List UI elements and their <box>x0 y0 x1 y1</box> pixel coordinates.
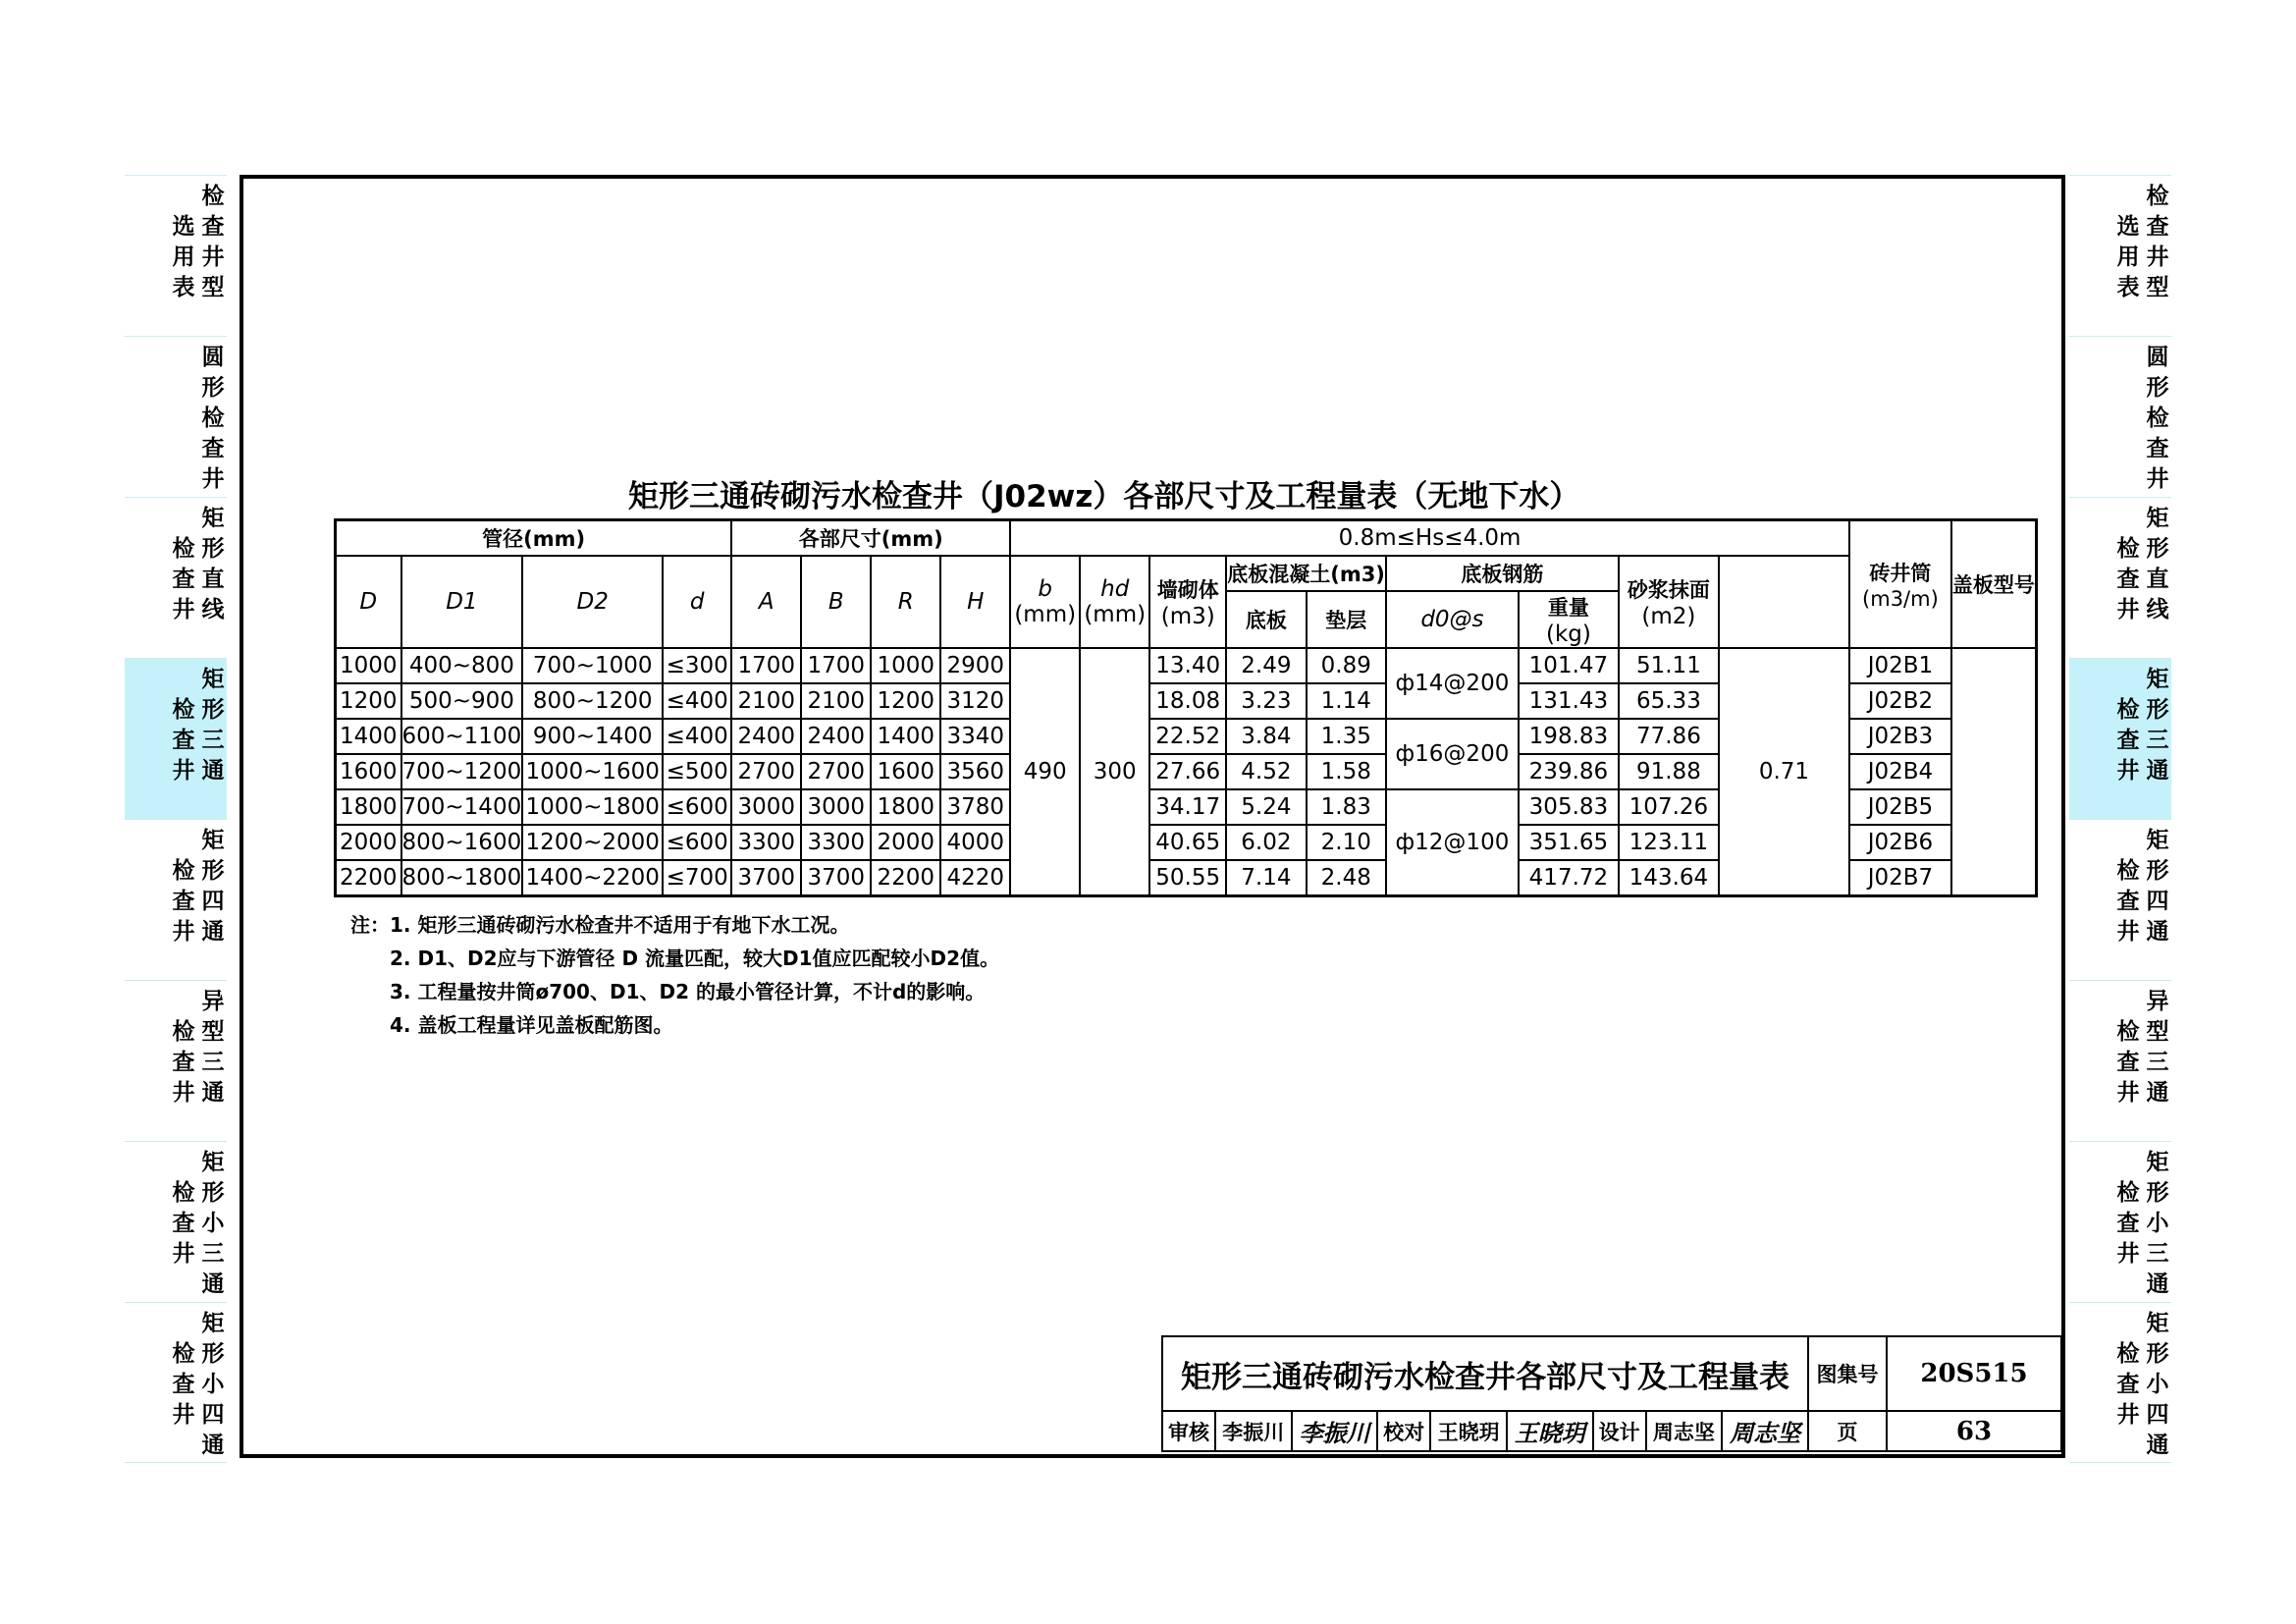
table-title: 矩形三通砖砌污水检查井（J02wz）各部尺寸及工程量表（无地下水） <box>628 479 1580 514</box>
cell-wall: 22.52 <box>1149 719 1226 754</box>
reviewer-name: 李振川 <box>1215 1411 1292 1451</box>
cell-D2: 1400~2200 <box>522 860 663 896</box>
atlas-label: 图集号 <box>1808 1336 1887 1411</box>
col-weight: 重量 (kg) <box>1519 591 1619 648</box>
cell-wall: 18.08 <box>1149 683 1226 719</box>
col-B: B <box>801 556 871 648</box>
cell-D2: 900~1400 <box>522 719 663 754</box>
side-tab-label: 矩 形 三 通 <box>201 667 225 784</box>
cell-rebar-spec: ф16@200 <box>1386 719 1519 789</box>
cell-plaster: 107.26 <box>1619 789 1719 825</box>
side-tab[interactable] <box>125 1302 227 1463</box>
note-item: 2. D1、D2应与下游管径 D 流量匹配，较大D1值应匹配较小D2值。 <box>390 947 1000 970</box>
cell-d: ≤700 <box>663 860 731 896</box>
side-tab[interactable] <box>2069 1302 2171 1463</box>
cell-R: 1000 <box>871 648 940 683</box>
title-block <box>1161 1335 2062 1452</box>
col-D1: D1 <box>401 556 523 648</box>
side-tab-label: 检 查 井 <box>172 1341 195 1428</box>
cell-cover: J02B5 <box>1849 789 1951 825</box>
col-b: b (mm) <box>1010 556 1080 648</box>
side-tab-label: 检 查 井 型 <box>2146 184 2169 300</box>
side-tab-label: 检 查 井 <box>172 858 195 945</box>
cell-hd-merged: 300 <box>1080 648 1149 896</box>
cell-b-merged: 490 <box>1010 648 1080 896</box>
cell-B: 2100 <box>801 683 871 719</box>
side-tab[interactable] <box>2069 175 2171 336</box>
cell-D: 1200 <box>336 683 401 719</box>
side-tab-label: 异 型 三 通 <box>2146 989 2169 1106</box>
col-concrete: 底板混凝土(m3) <box>1226 556 1386 591</box>
cell-A: 3300 <box>731 825 801 860</box>
cell-D1: 700~1400 <box>401 789 523 825</box>
note-item: 4. 盖板工程量详见盖板配筋图。 <box>390 1013 673 1037</box>
cell-slab: 6.02 <box>1226 825 1306 860</box>
cell-D2: 1000~1600 <box>522 754 663 789</box>
cell-slab: 3.23 <box>1226 683 1306 719</box>
cell-D2: 800~1200 <box>522 683 663 719</box>
col-D: D <box>336 556 401 648</box>
note-item: 3. 工程量按井筒ø700、D1、D2 的最小管径计算，不计d的影响。 <box>390 980 986 1003</box>
cell-D: 1800 <box>336 789 401 825</box>
side-tab[interactable] <box>2069 336 2171 497</box>
cell-wall: 27.66 <box>1149 754 1226 789</box>
side-tab[interactable] <box>125 497 227 658</box>
cell-H: 4220 <box>940 860 1010 896</box>
cell-D2: 700~1000 <box>522 648 663 683</box>
col-R: R <box>871 556 940 648</box>
side-tab[interactable] <box>2069 497 2171 658</box>
side-tab-label: 圆 形 检 查 井 <box>2146 345 2169 492</box>
cell-wall: 40.65 <box>1149 825 1226 860</box>
cell-weight: 351.65 <box>1519 825 1619 860</box>
cell-plaster: 65.33 <box>1619 683 1719 719</box>
cell-slab: 5.24 <box>1226 789 1306 825</box>
cell-wall: 13.40 <box>1149 648 1226 683</box>
reviewer-signature: 李振川 <box>1292 1411 1378 1451</box>
side-tab-label: 检 查 井 型 <box>201 184 225 300</box>
cell-cushion: 1.14 <box>1307 683 1386 719</box>
cell-cover: J02B2 <box>1849 683 1951 719</box>
side-tab[interactable] <box>2069 819 2171 980</box>
notes-label: 注： <box>350 913 390 937</box>
left-index-tabs <box>125 175 227 1463</box>
cell-plaster: 143.64 <box>1619 860 1719 896</box>
cell-R: 1200 <box>871 683 940 719</box>
drawing-title: 矩形三通砖砌污水检查井各部尺寸及工程量表 <box>1162 1336 1808 1411</box>
cell-cover: J02B7 <box>1849 860 1951 896</box>
review-label: 审核 <box>1162 1411 1215 1451</box>
cell-d: ≤400 <box>663 719 731 754</box>
side-tab-label: 检 查 井 <box>172 1019 195 1106</box>
cell-R: 1800 <box>871 789 940 825</box>
col-d: d <box>663 556 731 648</box>
col-rebar: 底板钢筋 <box>1386 556 1619 591</box>
cell-d: ≤500 <box>663 754 731 789</box>
side-tab-label: 检 查 井 <box>2116 858 2140 945</box>
table-row <box>336 648 2037 683</box>
side-tab-label: 选 用 表 <box>172 214 195 300</box>
cell-weight: 131.43 <box>1519 683 1619 719</box>
cell-B: 1700 <box>801 648 871 683</box>
cell-B: 3000 <box>801 789 871 825</box>
cell-d: ≤600 <box>663 789 731 825</box>
brick-shaft-header: 砖井筒 (m3/m) <box>1849 520 1951 649</box>
cell-B: 2700 <box>801 754 871 789</box>
cell-cushion: 1.58 <box>1307 754 1386 789</box>
side-tab[interactable] <box>125 336 227 497</box>
cell-R: 2200 <box>871 860 940 896</box>
cell-A: 2700 <box>731 754 801 789</box>
cell-brick-merged: 0.71 <box>1719 648 1849 896</box>
cell-H: 2900 <box>940 648 1010 683</box>
cell-D: 2200 <box>336 860 401 896</box>
cell-D1: 600~1100 <box>401 719 523 754</box>
cell-B: 3700 <box>801 860 871 896</box>
side-tab[interactable] <box>125 1141 227 1302</box>
cover-model-header: 盖板型号 <box>1951 520 2037 649</box>
side-tab-label: 检 查 井 <box>2116 1180 2140 1267</box>
cell-slab: 2.49 <box>1226 648 1306 683</box>
check-label: 校对 <box>1377 1411 1430 1451</box>
note-item: 1. 矩形三通砖砌污水检查井不适用于有地下水工况。 <box>390 913 850 937</box>
cell-d: ≤600 <box>663 825 731 860</box>
cell-B: 3300 <box>801 825 871 860</box>
cell-slab: 3.84 <box>1226 719 1306 754</box>
cell-D1: 800~1800 <box>401 860 523 896</box>
side-tab[interactable] <box>125 175 227 336</box>
cell-D: 1400 <box>336 719 401 754</box>
cell-weight: 305.83 <box>1519 789 1619 825</box>
cell-wall: 34.17 <box>1149 789 1226 825</box>
cell-D: 2000 <box>336 825 401 860</box>
col-wall: 墙砌体 (m3) <box>1149 556 1226 648</box>
cell-A: 1700 <box>731 648 801 683</box>
cell-weight: 417.72 <box>1519 860 1619 896</box>
col-hd: hd (mm) <box>1080 556 1149 648</box>
atlas-number: 20S515 <box>1887 1336 2061 1411</box>
col-H: H <box>940 556 1010 648</box>
side-tab-label: 矩 形 三 通 <box>2146 667 2169 784</box>
cell-D2: 1200~2000 <box>522 825 663 860</box>
cell-cushion: 2.10 <box>1307 825 1386 860</box>
cell-plaster: 51.11 <box>1619 648 1719 683</box>
pipe-group-header: 管径(mm) <box>336 520 732 557</box>
cell-plaster: 91.88 <box>1619 754 1719 789</box>
designer-signature: 周志坚 <box>1722 1411 1808 1451</box>
cell-R: 2000 <box>871 825 940 860</box>
cell-D1: 400~800 <box>401 648 523 683</box>
side-tab-label: 检 查 井 <box>172 697 195 784</box>
side-tab-label: 选 用 表 <box>2116 214 2140 300</box>
cell-slab: 4.52 <box>1226 754 1306 789</box>
cell-R: 1400 <box>871 719 940 754</box>
side-tab-label: 检 查 井 <box>2116 697 2140 784</box>
cell-B: 2400 <box>801 719 871 754</box>
side-tab[interactable] <box>125 819 227 980</box>
dimension-quantity-table <box>334 518 2038 897</box>
cell-A: 3000 <box>731 789 801 825</box>
cell-wall: 50.55 <box>1149 860 1226 896</box>
cell-R: 1600 <box>871 754 940 789</box>
cell-d: ≤300 <box>663 648 731 683</box>
col-A: A <box>731 556 801 648</box>
side-tab-label: 矩 形 直 线 <box>2146 506 2169 623</box>
cell-weight: 198.83 <box>1519 719 1619 754</box>
cell-D: 1600 <box>336 754 401 789</box>
cell-D: 1000 <box>336 648 401 683</box>
cell-H: 3340 <box>940 719 1010 754</box>
notes <box>350 908 999 1042</box>
side-tab[interactable] <box>125 980 227 1141</box>
cell-A: 2400 <box>731 719 801 754</box>
cell-cover: J02B6 <box>1849 825 1951 860</box>
cell-D1: 800~1600 <box>401 825 523 860</box>
cell-cushion: 2.48 <box>1307 860 1386 896</box>
cell-cover: J02B1 <box>1849 648 1951 683</box>
col-D2: D2 <box>522 556 663 648</box>
designer-name: 周志坚 <box>1646 1411 1723 1451</box>
cell-D2: 1000~1800 <box>522 789 663 825</box>
cell-H: 4000 <box>940 825 1010 860</box>
side-tab[interactable] <box>2069 658 2171 819</box>
side-tab[interactable] <box>125 658 227 819</box>
col-slab: 底板 <box>1226 591 1306 648</box>
cell-D1: 500~900 <box>401 683 523 719</box>
cell-rebar-spec: ф12@100 <box>1386 789 1519 896</box>
side-tab-label: 检 查 井 <box>172 1180 195 1267</box>
cell-cushion: 0.89 <box>1307 648 1386 683</box>
side-tab-label: 检 查 井 <box>2116 1341 2140 1428</box>
page-number: 63 <box>1887 1411 2061 1451</box>
design-label: 设计 <box>1593 1411 1646 1451</box>
side-tab-label: 检 查 井 <box>2116 1019 2140 1106</box>
checker-name: 王晓玥 <box>1430 1411 1507 1451</box>
cell-plaster: 77.86 <box>1619 719 1719 754</box>
side-tab-label: 矩 形 四 通 <box>2146 828 2169 945</box>
side-tab-label: 圆 形 检 查 井 <box>201 345 225 492</box>
side-tab-label: 检 查 井 <box>172 536 195 623</box>
col-plaster: 砂浆抹面 (m2) <box>1619 556 1719 648</box>
cell-cushion: 1.83 <box>1307 789 1386 825</box>
page-label: 页 <box>1808 1411 1887 1451</box>
cell-H: 3780 <box>940 789 1010 825</box>
side-tab-label: 异 型 三 通 <box>201 989 225 1106</box>
side-tab-label: 矩 形 小 四 通 <box>2146 1311 2169 1458</box>
checker-signature: 王晓玥 <box>1507 1411 1593 1451</box>
cell-slab: 7.14 <box>1226 860 1306 896</box>
cell-weight: 239.86 <box>1519 754 1619 789</box>
cell-D1: 700~1200 <box>401 754 523 789</box>
col-rebar-spec: d0@s <box>1386 591 1519 648</box>
cell-rebar-spec: ф14@200 <box>1386 648 1519 719</box>
cell-A: 3700 <box>731 860 801 896</box>
col-cushion: 垫层 <box>1307 591 1386 648</box>
cell-H: 3120 <box>940 683 1010 719</box>
cell-cover: J02B3 <box>1849 719 1951 754</box>
side-tab-label: 矩 形 小 四 通 <box>201 1311 225 1458</box>
cell-A: 2100 <box>731 683 801 719</box>
cell-weight: 101.47 <box>1519 648 1619 683</box>
side-tab-label: 矩 形 小 三 通 <box>201 1150 225 1297</box>
side-tab-label: 矩 形 小 三 通 <box>2146 1150 2169 1297</box>
cell-H: 3560 <box>940 754 1010 789</box>
cell-cushion: 1.35 <box>1307 719 1386 754</box>
hs-range-header: 0.8m≤Hs≤4.0m <box>1010 520 1849 557</box>
right-index-tabs <box>2069 175 2171 1463</box>
size-group-header: 各部尺寸(mm) <box>731 520 1010 557</box>
cell-d: ≤400 <box>663 683 731 719</box>
side-tab-label: 矩 形 四 通 <box>201 828 225 945</box>
side-tab[interactable] <box>2069 980 2171 1141</box>
cell-cover: J02B4 <box>1849 754 1951 789</box>
side-tab-label: 矩 形 直 线 <box>201 506 225 623</box>
cell-plaster: 123.11 <box>1619 825 1719 860</box>
side-tab[interactable] <box>2069 1141 2171 1302</box>
side-tab-label: 检 查 井 <box>2116 536 2140 623</box>
